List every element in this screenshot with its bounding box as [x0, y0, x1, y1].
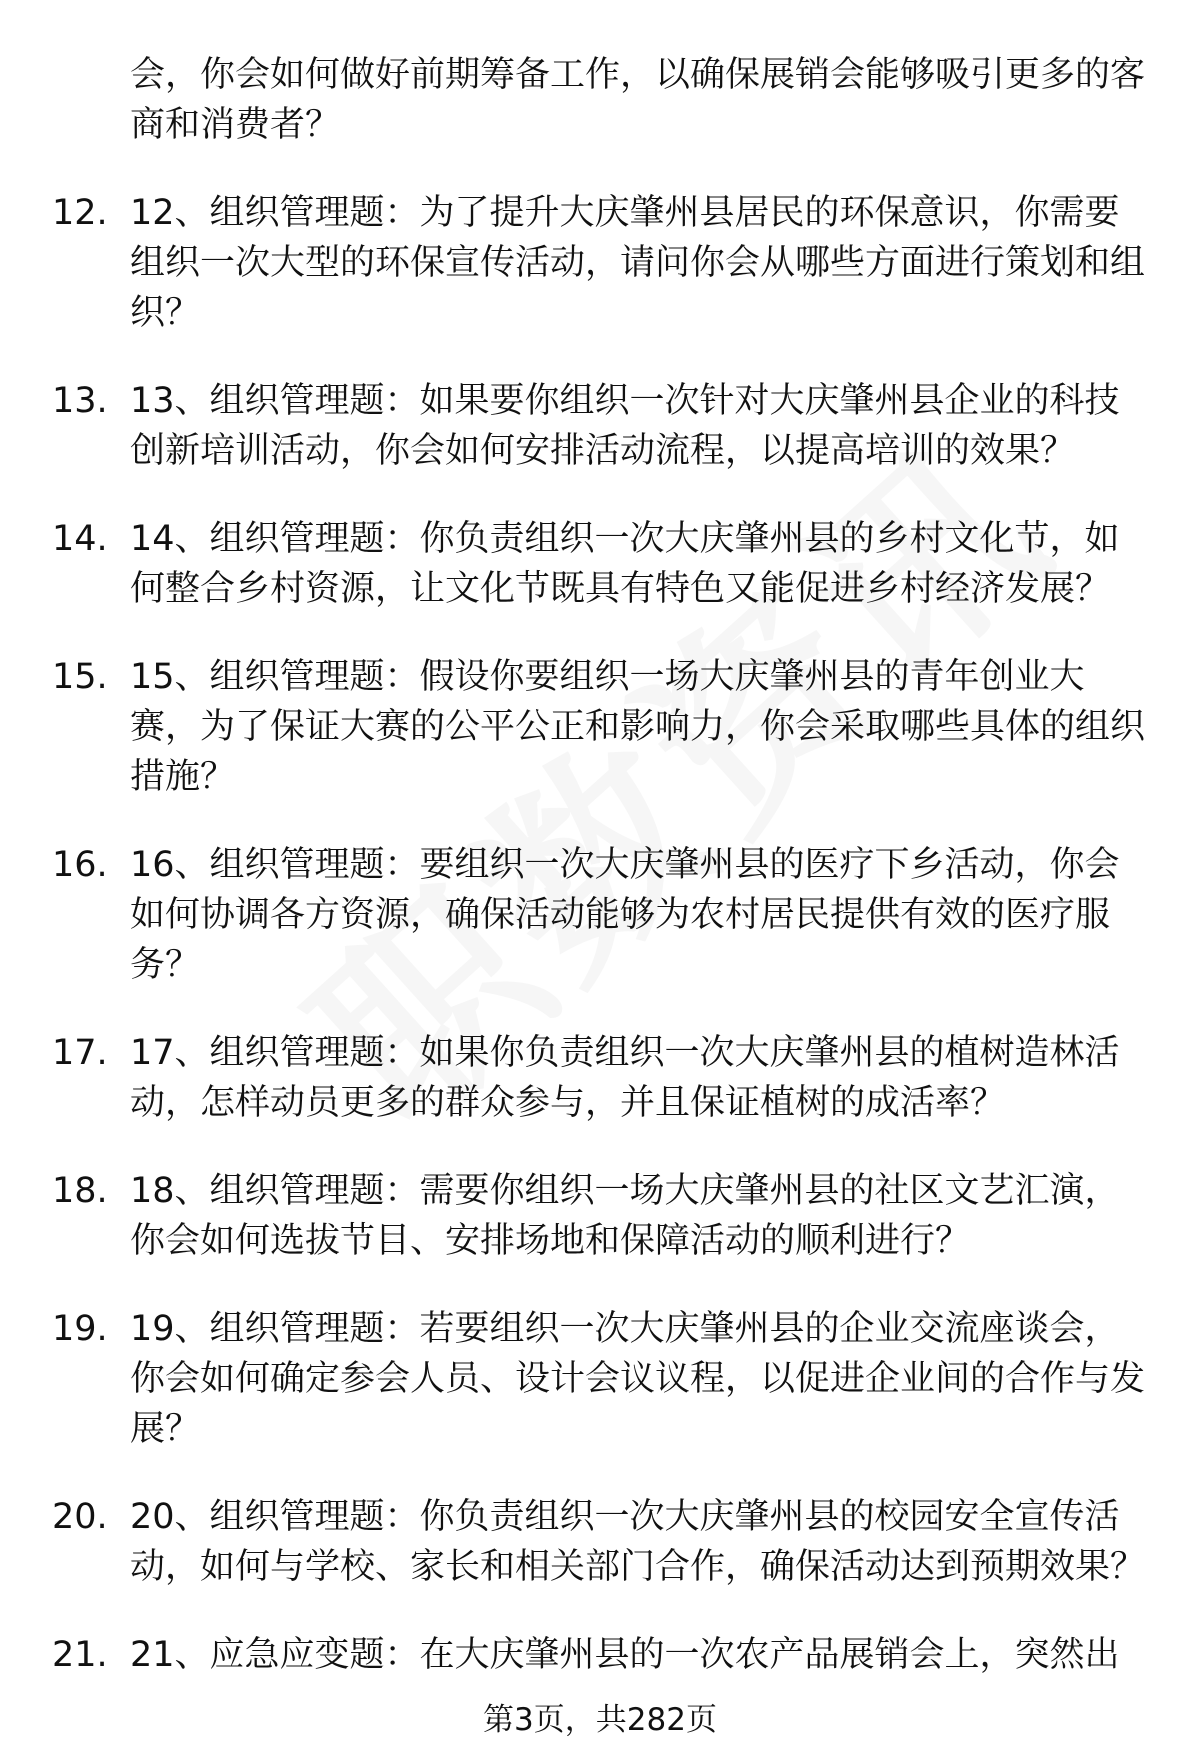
- page-footer: 第3页，共282页: [483, 1702, 717, 1738]
- item-number: 15.: [52, 657, 108, 697]
- item-number: 21.: [52, 1635, 108, 1675]
- item-number: 13.: [52, 381, 108, 421]
- item-number: 19.: [52, 1309, 108, 1349]
- item-text: 18、组织管理题：需要你组织一场大庆肇州县的社区文艺汇演，你会如何选拔节目、安排场地和保障活动的顺利进行？: [130, 1171, 1120, 1261]
- item-text: 12、组织管理题：为了提升大庆肇州县居民的环保意识，你需要组织一次大型的环保宣传活动，请问你会从哪些方面进行策划和组织？: [130, 193, 1146, 333]
- item-number: 20.: [52, 1497, 108, 1537]
- list-item: [0, 514, 1200, 614]
- list-item: [0, 1166, 1200, 1266]
- item-number: 12.: [52, 193, 108, 233]
- item-text: 21、应急应变题：在大庆肇州县的一次农产品展销会上，突然出: [130, 1635, 1120, 1675]
- item-number: 14.: [52, 519, 108, 559]
- item-text: 19、组织管理题：若要组织一次大庆肇州县的企业交流座谈会，你会如何确定参会人员、设计会议议程，以促进企业间的合作与发展？: [130, 1309, 1146, 1449]
- continued-question-text: 会，你会如何做好前期筹备工作，以确保展销会能够吸引更多的客商和消费者？: [130, 55, 1146, 145]
- list-item: [0, 376, 1200, 476]
- item-text: 16、组织管理题：要组织一次大庆肇州县的医疗下乡活动，你会如何协调各方资源，确保活动能够为农村居民提供有效的医疗服务？: [130, 845, 1120, 985]
- item-number: 18.: [52, 1171, 108, 1211]
- list-item: [0, 188, 1200, 338]
- list-item: [0, 1492, 1200, 1592]
- item-text: 13、组织管理题：如果要你组织一次针对大庆肇州县企业的科技创新培训活动，你会如何安排活动流程，以提高培训的效果？: [130, 381, 1120, 471]
- list-item: [0, 840, 1200, 990]
- item-text: 15、组织管理题：假设你要组织一场大庆肇州县的青年创业大赛，为了保证大赛的公平公正和影响力，你会采取哪些具体的组织措施？: [130, 657, 1146, 797]
- list-item: [0, 1304, 1200, 1454]
- list-item: [0, 652, 1200, 802]
- list-item: [0, 1630, 1200, 1680]
- item-number: 16.: [52, 845, 108, 885]
- item-text: 20、组织管理题：你负责组织一次大庆肇州县的校园安全宣传活动，如何与学校、家长和相关部门合作，确保活动达到预期效果？: [130, 1497, 1146, 1587]
- list-item: [0, 1028, 1200, 1128]
- item-text: 14、组织管理题：你负责组织一次大庆肇州县的乡村文化节，如何整合乡村资源，让文化节既具有特色又能促进乡村经济发展？: [130, 519, 1120, 609]
- question-list: [0, 50, 1200, 1718]
- item-number: 17.: [52, 1033, 108, 1073]
- item-text: 17、组织管理题：如果你负责组织一次大庆肇州县的植树造林活动，怎样动员更多的群众参与，并且保证植树的成活率？: [130, 1033, 1120, 1123]
